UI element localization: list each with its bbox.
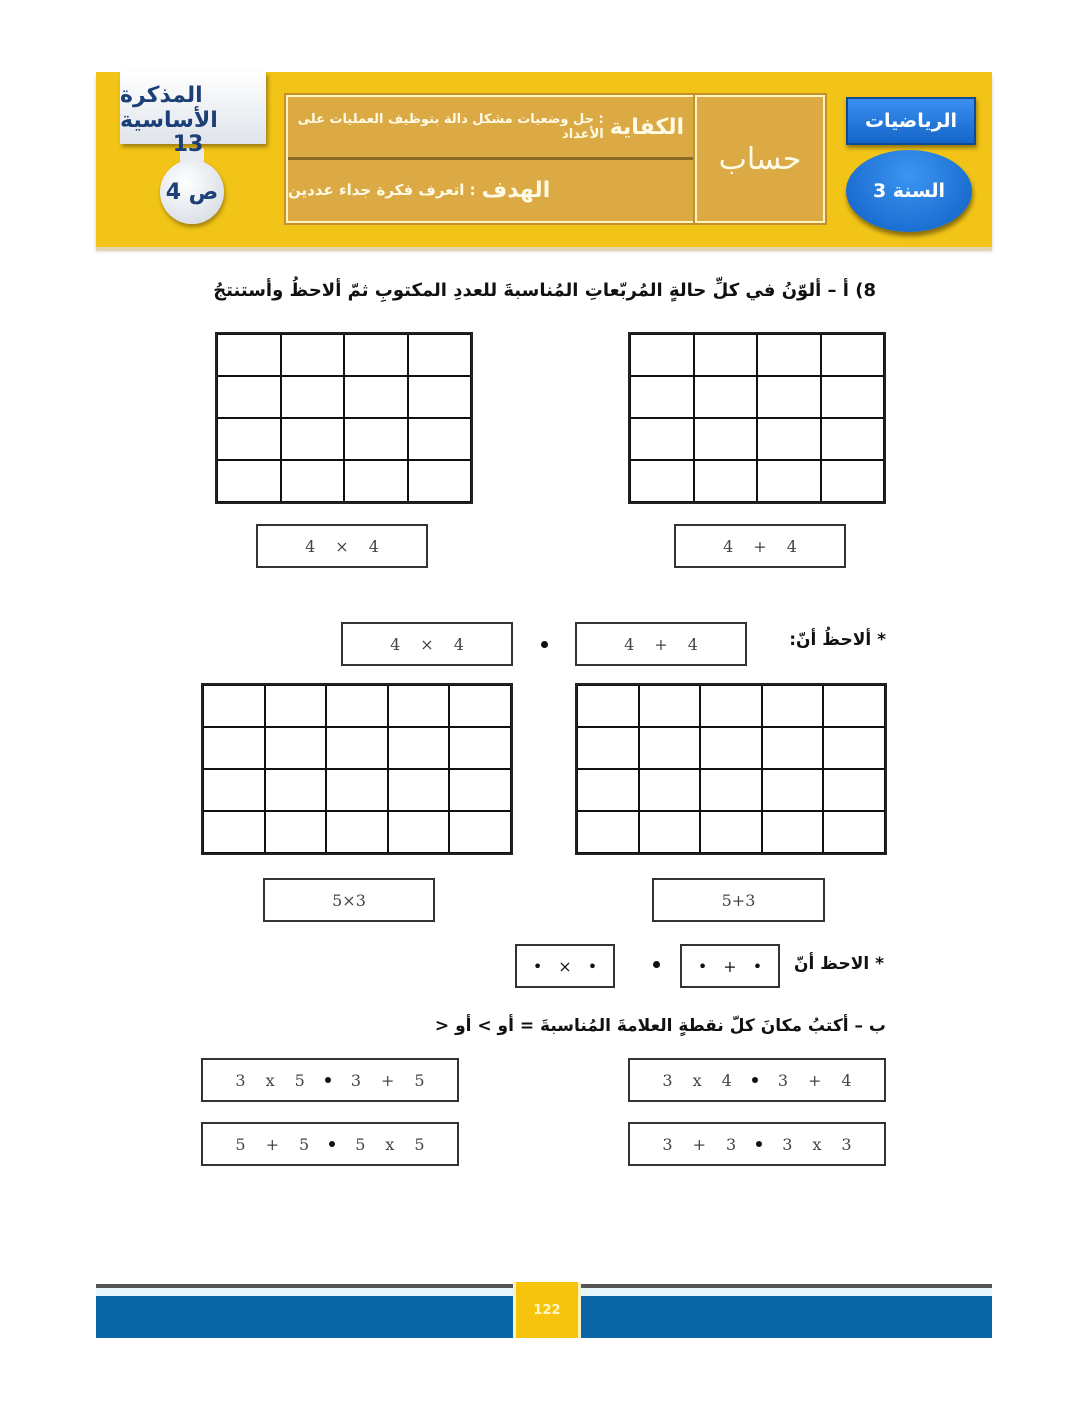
page-number-tab bbox=[513, 1282, 581, 1338]
comparison-box bbox=[628, 1122, 886, 1166]
comparison-dot[interactable] bbox=[756, 1141, 762, 1147]
grid-cell[interactable] bbox=[388, 811, 450, 853]
operand: 4 bbox=[687, 634, 698, 654]
grid-cell[interactable] bbox=[762, 685, 824, 727]
grid-cell[interactable] bbox=[326, 727, 388, 769]
page-label: ص 4 bbox=[165, 179, 219, 205]
grid-cell[interactable] bbox=[821, 460, 885, 502]
grid-cell[interactable] bbox=[449, 685, 511, 727]
operand: 4 bbox=[841, 1070, 852, 1090]
operator: + bbox=[692, 1134, 706, 1154]
grid-cell[interactable] bbox=[694, 334, 758, 376]
comparison-dot[interactable] bbox=[541, 641, 548, 648]
subject-badge bbox=[846, 97, 976, 145]
expression-box-5plus3 bbox=[652, 878, 825, 922]
operand: 3 bbox=[235, 1070, 246, 1090]
operator: + bbox=[265, 1134, 279, 1154]
grid-cell[interactable] bbox=[694, 418, 758, 460]
operator: + bbox=[723, 956, 737, 976]
grid-cell[interactable] bbox=[326, 769, 388, 811]
grid-cell[interactable] bbox=[265, 769, 327, 811]
grid-cell[interactable] bbox=[821, 376, 885, 418]
operator: × bbox=[558, 956, 572, 976]
comparison-dot[interactable] bbox=[325, 1077, 331, 1083]
grid-cell[interactable] bbox=[344, 418, 408, 460]
grid-cell[interactable] bbox=[344, 376, 408, 418]
grid-cell[interactable] bbox=[217, 334, 281, 376]
grid-cell[interactable] bbox=[821, 418, 885, 460]
operand: 3 bbox=[662, 1070, 673, 1090]
operator: x bbox=[265, 1070, 275, 1090]
grid-cell[interactable] bbox=[630, 376, 694, 418]
grid-cell[interactable] bbox=[823, 685, 885, 727]
grid-cell[interactable] bbox=[757, 460, 821, 502]
observe-label-1: * ألاحظُ أنّ: bbox=[789, 630, 886, 650]
operator: + bbox=[753, 536, 767, 556]
grid-cell[interactable] bbox=[762, 727, 824, 769]
grid-cell[interactable] bbox=[639, 811, 701, 853]
observe-label-2: * الاحظ أنّ bbox=[793, 954, 884, 974]
grid-cell[interactable] bbox=[823, 811, 885, 853]
operand: 3 bbox=[777, 1070, 788, 1090]
operator: + bbox=[808, 1070, 822, 1090]
operand: 3 bbox=[782, 1134, 793, 1154]
page-bubble bbox=[160, 160, 224, 224]
grid-cell[interactable] bbox=[281, 418, 345, 460]
operand: 5 bbox=[355, 1134, 366, 1154]
grid-cell[interactable] bbox=[577, 769, 639, 811]
comparison-dot[interactable] bbox=[752, 1077, 758, 1083]
operand: 3 bbox=[726, 1134, 737, 1154]
operand: 3 bbox=[841, 1134, 852, 1154]
grid-cell[interactable] bbox=[694, 376, 758, 418]
grid-cell[interactable] bbox=[265, 811, 327, 853]
grid-cell[interactable] bbox=[281, 334, 345, 376]
grid-cell[interactable] bbox=[203, 811, 265, 853]
goal-row bbox=[288, 160, 694, 220]
operand: 3 bbox=[350, 1070, 361, 1090]
part-b-instruction: ب – أكتبُ مكانَ كلّ نقطةٍ العلامةَ المُناسبةَ = أو > أو < bbox=[434, 1016, 886, 1036]
observe1-right-box bbox=[575, 622, 747, 666]
grid-cell[interactable] bbox=[408, 376, 472, 418]
page-number: 122 bbox=[533, 1302, 561, 1318]
blank-dot[interactable]: • bbox=[587, 956, 598, 976]
observe2-right-box bbox=[680, 944, 780, 988]
operand: 5 bbox=[299, 1134, 310, 1154]
grid-cell[interactable] bbox=[823, 769, 885, 811]
expression-box-4x4 bbox=[256, 524, 428, 568]
operand: 4 bbox=[368, 536, 379, 556]
grid-4x4-multiplication[interactable] bbox=[215, 332, 473, 504]
blank-dot[interactable]: • bbox=[532, 956, 543, 976]
operator: x bbox=[812, 1134, 822, 1154]
grid-cell[interactable] bbox=[757, 418, 821, 460]
grid-cell[interactable] bbox=[694, 460, 758, 502]
grid-cell[interactable] bbox=[408, 460, 472, 502]
operand: 3 bbox=[662, 1134, 673, 1154]
year-badge bbox=[846, 150, 972, 232]
observe2-left-box bbox=[515, 944, 615, 988]
grid-cell[interactable] bbox=[762, 811, 824, 853]
grid-cell[interactable] bbox=[762, 769, 824, 811]
grid-cell[interactable] bbox=[203, 727, 265, 769]
year-label: السنة 3 bbox=[872, 180, 946, 202]
expression-box-5x3 bbox=[263, 878, 435, 922]
blank-dot[interactable]: • bbox=[752, 956, 763, 976]
grid-cell[interactable] bbox=[821, 334, 885, 376]
competency-label: الكفاية bbox=[609, 114, 684, 140]
grid-cell[interactable] bbox=[265, 685, 327, 727]
grid-cell[interactable] bbox=[281, 460, 345, 502]
grid-cell[interactable] bbox=[388, 769, 450, 811]
operand: 5 bbox=[414, 1134, 425, 1154]
grid-cell[interactable] bbox=[577, 685, 639, 727]
grid-cell[interactable] bbox=[265, 727, 327, 769]
expression-box-4plus4 bbox=[674, 524, 846, 568]
expression-text: 5+3 bbox=[721, 890, 756, 910]
blank-dot[interactable]: • bbox=[697, 956, 708, 976]
operand: 4 bbox=[390, 634, 401, 654]
comparison-box bbox=[201, 1122, 459, 1166]
operand: 4 bbox=[453, 634, 464, 654]
grid-cell[interactable] bbox=[630, 334, 694, 376]
grid-cell[interactable] bbox=[203, 685, 265, 727]
operator: x bbox=[692, 1070, 702, 1090]
comparison-box bbox=[201, 1058, 459, 1102]
competency-text: : حل وضعيات مشكل دالة بتوظيف العمليات على الأعداد bbox=[297, 112, 604, 142]
notebook-number: 13 bbox=[172, 132, 204, 157]
grid-cell[interactable] bbox=[757, 376, 821, 418]
grid-cell[interactable] bbox=[388, 727, 450, 769]
domain-label: حساب bbox=[718, 141, 802, 177]
operand: 4 bbox=[721, 1070, 732, 1090]
notebook-title: المذكرة الأساسية bbox=[120, 83, 218, 133]
domain-box bbox=[695, 95, 825, 223]
comparison-dot[interactable] bbox=[329, 1141, 335, 1147]
operator: × bbox=[420, 634, 434, 654]
grid-cell[interactable] bbox=[217, 376, 281, 418]
operand: 4 bbox=[305, 536, 316, 556]
operand: 4 bbox=[786, 536, 797, 556]
competency-row bbox=[288, 97, 694, 160]
grid-cell[interactable] bbox=[639, 727, 701, 769]
observe1-left-box bbox=[341, 622, 513, 666]
comparison-dot[interactable] bbox=[653, 961, 660, 968]
grid-cell[interactable] bbox=[700, 811, 762, 853]
grid-cell[interactable] bbox=[823, 727, 885, 769]
operator: x bbox=[385, 1134, 395, 1154]
grid-4x5-multiplication[interactable] bbox=[201, 683, 513, 855]
grid-cell[interactable] bbox=[757, 334, 821, 376]
grid-cell[interactable] bbox=[281, 376, 345, 418]
part-a-instruction: 8) أ – ألوّنُ في كلِّ حالةٍ المُربّعاتِ المُناسبةَ للعددِ المكتوبِ ثمّ ألاحظُ وأستنتجُ bbox=[213, 280, 876, 301]
grid-cell[interactable] bbox=[217, 418, 281, 460]
operand: 4 bbox=[723, 536, 734, 556]
goal-text: : اتعرف فكرة جداء عددين bbox=[288, 181, 476, 199]
goal-label: الهدف bbox=[481, 177, 551, 203]
grid-cell[interactable] bbox=[326, 811, 388, 853]
operand: 5 bbox=[414, 1070, 425, 1090]
grid-cell[interactable] bbox=[577, 811, 639, 853]
grid-cell[interactable] bbox=[577, 727, 639, 769]
operator: + bbox=[654, 634, 668, 654]
operand: 5 bbox=[235, 1134, 246, 1154]
grid-cell[interactable] bbox=[408, 334, 472, 376]
grid-cell[interactable] bbox=[408, 418, 472, 460]
grid-cell[interactable] bbox=[449, 727, 511, 769]
grid-cell[interactable] bbox=[700, 727, 762, 769]
operator: + bbox=[381, 1070, 395, 1090]
grid-cell[interactable] bbox=[203, 769, 265, 811]
grid-cell[interactable] bbox=[700, 769, 762, 811]
grid-cell[interactable] bbox=[630, 418, 694, 460]
grid-cell[interactable] bbox=[700, 685, 762, 727]
grid-4x5-addition[interactable] bbox=[575, 683, 887, 855]
operand: 5 bbox=[294, 1070, 305, 1090]
grid-cell[interactable] bbox=[344, 460, 408, 502]
comparison-box bbox=[628, 1058, 886, 1102]
grid-cell[interactable] bbox=[639, 685, 701, 727]
grid-cell[interactable] bbox=[449, 811, 511, 853]
grid-cell[interactable] bbox=[639, 769, 701, 811]
operand: 4 bbox=[624, 634, 635, 654]
grid-cell[interactable] bbox=[217, 460, 281, 502]
grid-cell[interactable] bbox=[388, 685, 450, 727]
grid-4x4-addition[interactable] bbox=[628, 332, 886, 504]
grid-cell[interactable] bbox=[449, 769, 511, 811]
expression-text: 5×3 bbox=[332, 890, 366, 910]
grid-cell[interactable] bbox=[326, 685, 388, 727]
info-box bbox=[286, 95, 696, 223]
subject-label: الرياضيات bbox=[864, 110, 958, 132]
operator: × bbox=[335, 536, 349, 556]
grid-cell[interactable] bbox=[344, 334, 408, 376]
grid-cell[interactable] bbox=[630, 460, 694, 502]
